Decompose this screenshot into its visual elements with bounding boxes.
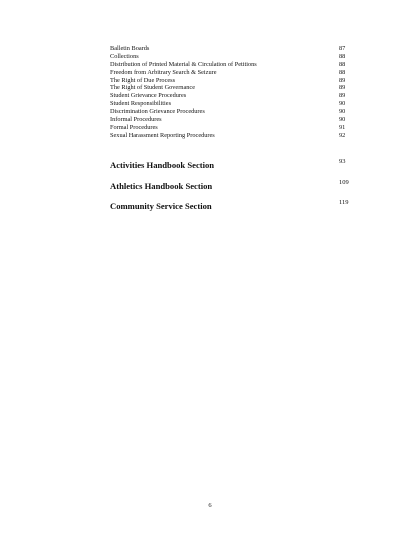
toc-entry xyxy=(110,61,350,69)
toc-entry xyxy=(110,116,350,124)
toc-entry-page: 89 xyxy=(339,76,346,84)
toc-section-heading xyxy=(110,199,350,211)
toc-entry-title: The Right of Student Governance xyxy=(110,84,195,92)
toc-entry-title: Collections xyxy=(110,52,139,60)
toc-entry-title: The Right of Due Process xyxy=(110,76,176,84)
toc-section-heading xyxy=(110,158,350,170)
toc-entry-page: 92 xyxy=(339,131,346,139)
toc-entry-title: Freedom from Arbitrary Search & Seizure xyxy=(110,68,217,76)
toc-entry-page: 88 xyxy=(339,60,346,68)
toc-entry-title: Student Grievance Procedures xyxy=(110,92,187,100)
toc-entry-page: 91 xyxy=(339,123,346,131)
toc-entry xyxy=(110,69,350,77)
toc-entry-page: 89 xyxy=(339,84,346,92)
toc-entry-page: 90 xyxy=(339,108,346,116)
page-number: 6 xyxy=(208,502,212,509)
section-page: 93 xyxy=(339,158,346,165)
toc-entry xyxy=(110,84,350,92)
section-page: 119 xyxy=(339,199,349,206)
toc-entry xyxy=(110,92,350,100)
toc-entry-page: 90 xyxy=(339,100,346,108)
toc-entry xyxy=(110,124,350,132)
toc-entry xyxy=(110,108,350,116)
section-title: Community Service Section xyxy=(110,201,212,211)
toc-entry-title: Discrimination Grievance Procedures xyxy=(110,108,205,116)
toc-entry-title: Formal Procedures xyxy=(110,123,158,131)
toc-entry-page: 88 xyxy=(339,52,346,60)
toc-entry-title: Balletin Boards xyxy=(110,45,150,52)
toc-entry-title: Student Responsibilities xyxy=(110,100,172,108)
toc-entry-title: Informal Procedures xyxy=(110,116,162,124)
toc-list xyxy=(110,45,350,140)
toc-entry-page: 87 xyxy=(339,45,346,52)
toc-entry-page: 89 xyxy=(339,92,346,100)
section-title: Activities Handbook Section xyxy=(110,160,215,170)
toc-entry xyxy=(110,132,350,140)
toc-entry xyxy=(110,53,350,61)
toc-entry-page: 90 xyxy=(339,116,346,124)
toc-section-heading xyxy=(110,179,350,191)
toc-entry-title: Sexual Harassment Reporting Procedures xyxy=(110,131,215,139)
section-title: Athletics Handbook Section xyxy=(110,181,213,191)
section-page: 109 xyxy=(339,179,349,186)
toc-entry xyxy=(110,45,350,53)
toc-entry-title: Distribution of Printed Material & Circulation of Petitions xyxy=(110,60,257,68)
toc-entry xyxy=(110,77,350,85)
toc-entry xyxy=(110,100,350,108)
toc-entry-page: 88 xyxy=(339,68,346,76)
